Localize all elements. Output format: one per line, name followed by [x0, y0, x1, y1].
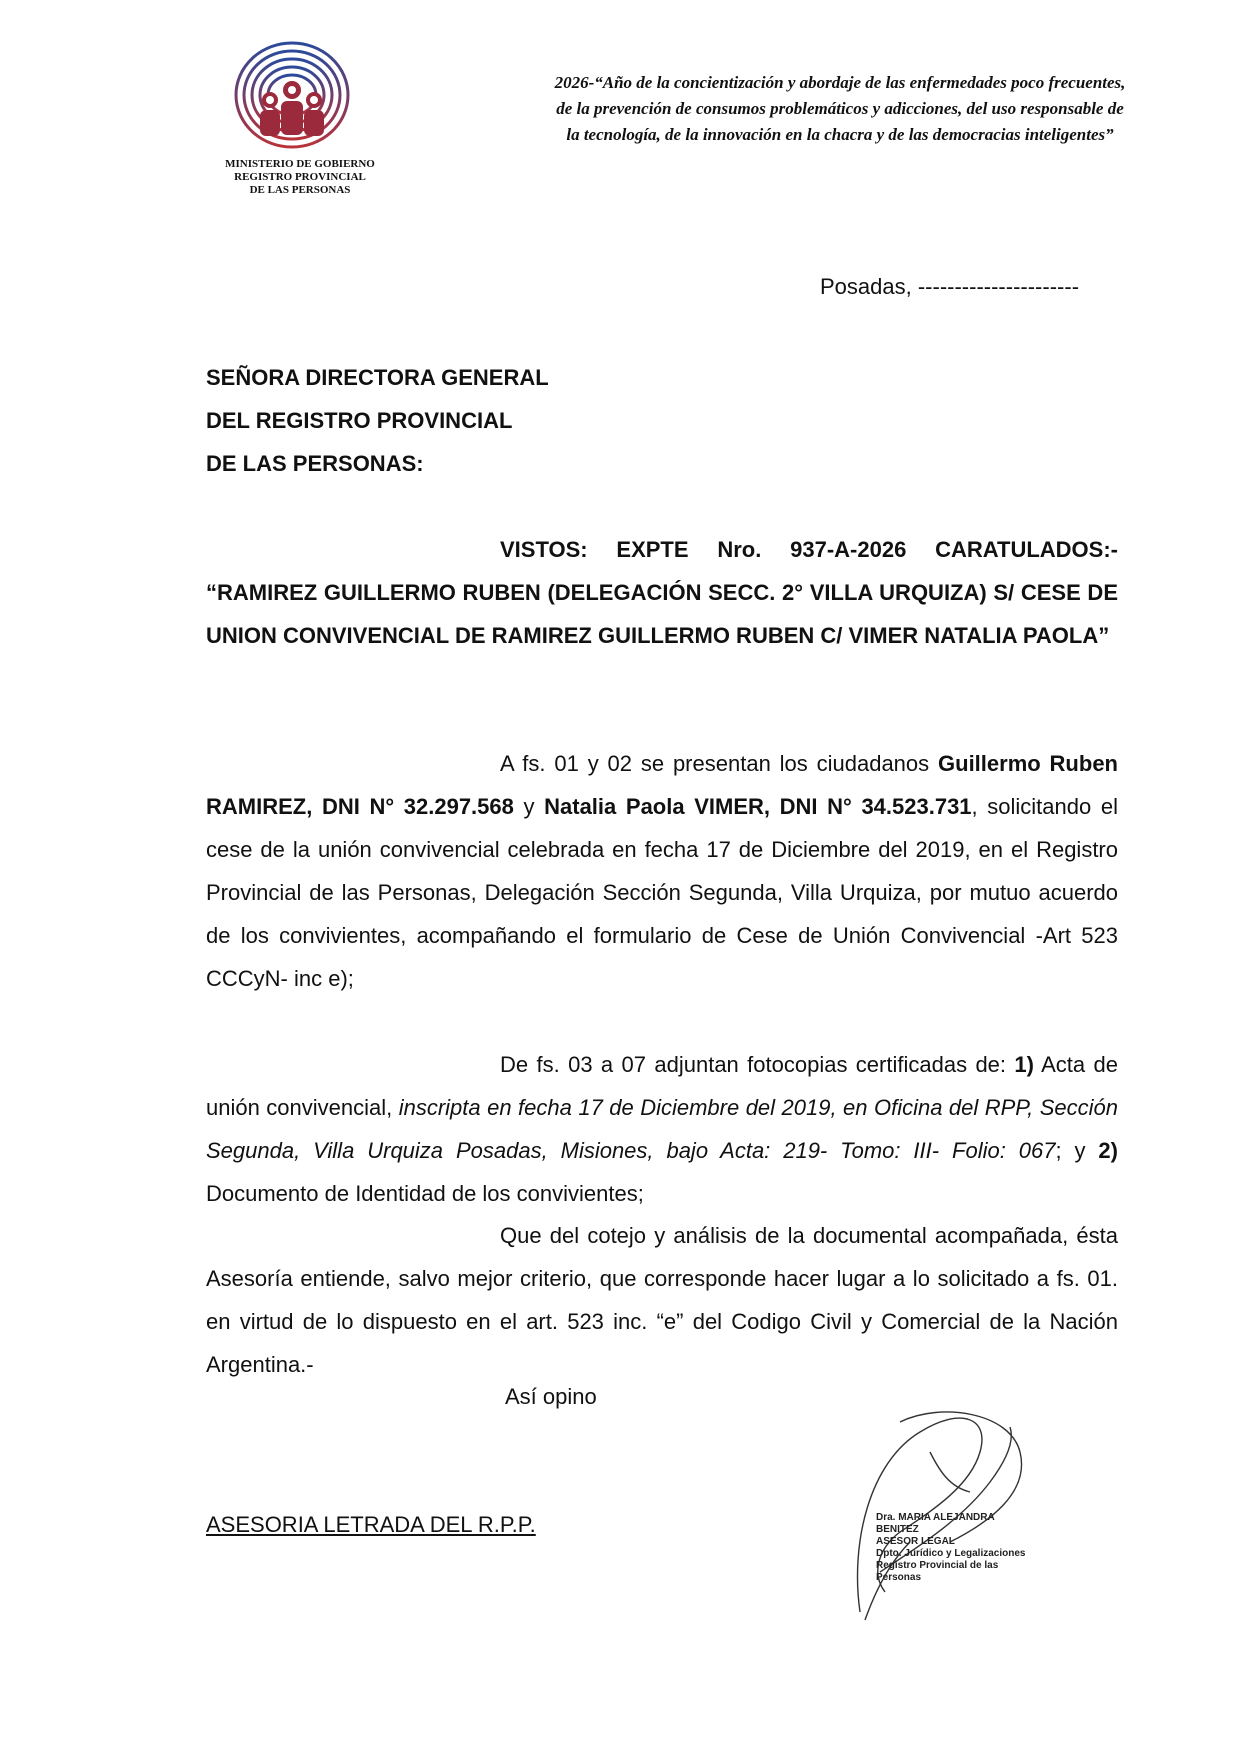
p1-lead: A fs. 01 y 02 se presentan los ciudadanos	[500, 751, 939, 776]
paragraph-opinion	[206, 1214, 1118, 1386]
stamp-line: Registro Provincial de las Personas	[876, 1560, 999, 1583]
recipient-line: DEL REGISTRO PROVINCIAL	[206, 408, 513, 433]
p2-italic1: inscripta en fecha 17 de Diciembre del 2019, en Oficina del RPP, Sección Segunda, Villa Urquiza Posadas, Misiones, bajo Acta: 219- Tomo: III- Folio: 067	[206, 1095, 1118, 1163]
p2-text3: Documento de Identidad de los convivientes;	[206, 1181, 644, 1206]
ministry-name	[200, 158, 400, 197]
stamp-line: Dra. MARIA ALEJANDRA BENITEZ	[876, 1512, 995, 1535]
p1-person1: Guillermo Ruben RAMIREZ, DNI N° 32.297.568	[206, 751, 1118, 819]
official-stamp	[876, 1512, 1036, 1584]
p2-num2: 2)	[1098, 1138, 1118, 1163]
ministerio-logo-icon	[232, 40, 352, 150]
recipient-line: DE LAS PERSONAS:	[206, 451, 424, 476]
stamp-line: ASESOR LEGAL	[876, 1536, 955, 1547]
ministry-line: MINISTERIO DE GOBIERNO	[225, 158, 375, 170]
ministry-line: REGISTRO PROVINCIAL	[234, 171, 366, 183]
footer-signature-label: ASESORIA LETRADA DEL R.P.P.	[206, 1512, 536, 1537]
p1-rest: , solicitando el cese de la unión convivencial celebrada en fecha 17 de Diciembre del 2019, en el Registro Provincial de las Personas, Delegación Sección Segunda, Villa Urquiza, por mutuo acuerdo de los convivientes, acompañando el formulario de Cese de Unión Convivencial -Art 523 CCCyN- inc e);	[206, 794, 1118, 991]
date-line: Posadas, ----------------------	[820, 274, 1080, 299]
year-motto	[480, 70, 1200, 148]
closing-text: Así opino	[505, 1384, 597, 1409]
recipient-block	[206, 356, 549, 485]
ministry-line: DE LAS PERSONAS	[249, 184, 351, 196]
motto-line: 2026-“Año de la concientización y abordaje de las enfermedades poco frecuentes,	[554, 73, 1126, 92]
recipient-line: SEÑORA DIRECTORA GENERAL	[206, 365, 549, 390]
p2-lead: De fs. 03 a 07 adjuntan fotocopias certificadas de:	[500, 1052, 1015, 1077]
paragraph-documents	[206, 1043, 1118, 1215]
stamp-line: Dpto. Jurídico y Legalizaciones	[876, 1548, 1026, 1559]
p3-text: Que del cotejo y análisis de la documental acompañada, ésta Asesoría entiende, salvo mejor criterio, que corresponde hacer lugar a lo solicitado a fs. 01. en virtud de lo dispuesto en el art. 523 inc. “e” del Codigo Civil y Comercial de la Nación Argentina.-	[206, 1223, 1118, 1377]
vistos-text: VISTOS: EXPTE Nro. 937-A-2026 CARATULADOS:- “RAMIREZ GUILLERMO RUBEN (DELEGACIÓN SECC. 2° VILLA URQUIZA) S/ CESE DE UNION CONVIVENCIAL DE RAMIREZ GUILLERMO RUBEN C/ VIMER NATALIA PAOLA”	[206, 537, 1118, 648]
p2-text1: Acta de unión convivencial,	[206, 1052, 1118, 1120]
p2-num1: 1)	[1014, 1052, 1034, 1077]
p2-text2: ; y	[1055, 1138, 1099, 1163]
p1-connector: y	[513, 794, 545, 819]
vistos-paragraph	[206, 528, 1118, 657]
motto-line: de la prevención de consumos problemáticos y adicciones, del uso responsable de	[556, 99, 1124, 118]
p1-person2: Natalia Paola VIMER, DNI N° 34.523.731	[544, 794, 972, 819]
motto-line: la tecnología, de la innovación en la chacra y de las democracias inteligentes”	[566, 125, 1114, 144]
paragraph-presentation	[206, 742, 1118, 1000]
